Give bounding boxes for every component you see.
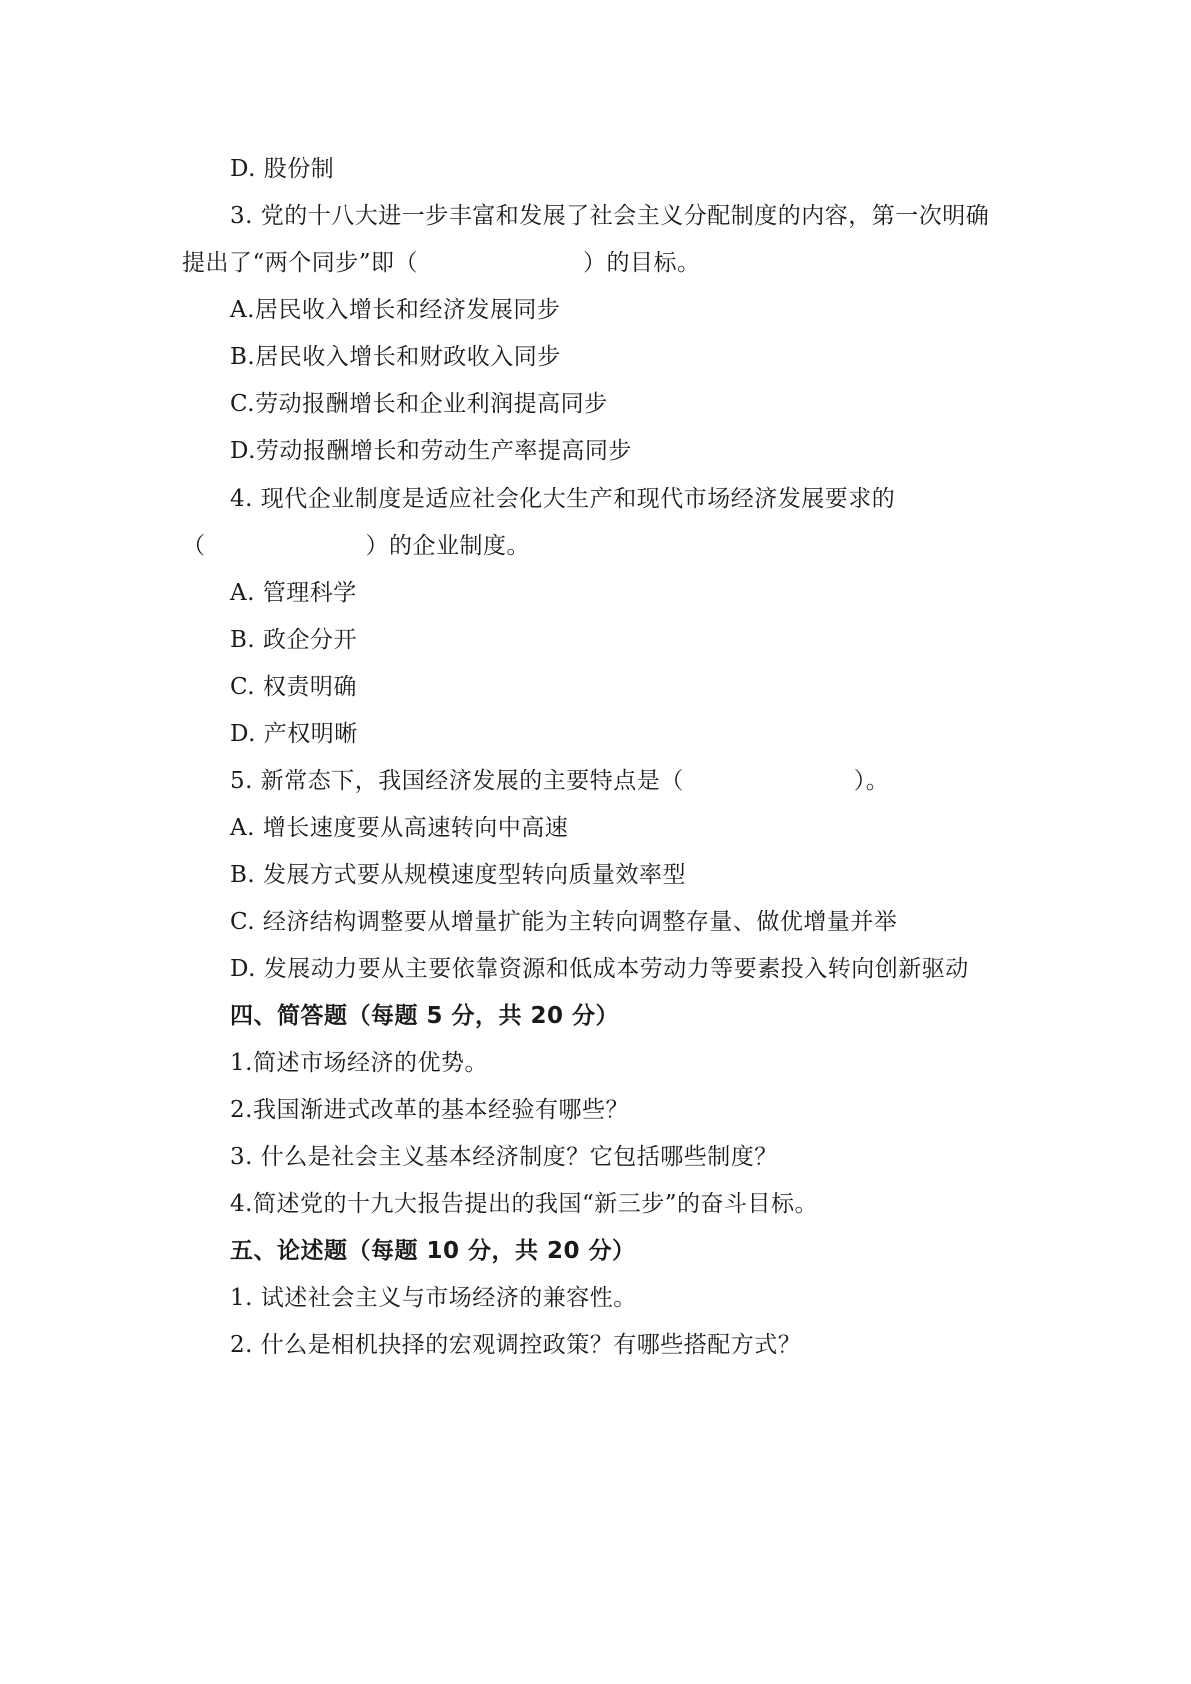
- q4-stem-line2: [182, 531, 530, 561]
- q4-option-b: B. 政企分开: [230, 627, 358, 653]
- section4-question-2: 2.我国渐进式改革的基本经验有哪些？: [230, 1097, 629, 1123]
- section5-question-1: 1. 试述社会主义与市场经济的兼容性。: [230, 1285, 637, 1311]
- q4-stem-after: ）的企业制度。: [365, 533, 530, 559]
- section5-heading: 五、论述题（每题 10 分，共 20 分）: [230, 1238, 636, 1264]
- q3-stem-after: ）的目标。: [583, 250, 701, 276]
- q5-option-c: C. 经济结构调整要从增量扩能为主转向调整存量、做优增量并举: [230, 909, 898, 935]
- q3-option-a: A.居民收入增长和经济发展同步: [230, 297, 561, 323]
- q3-option-c: C.劳动报酬增长和企业利润提高同步: [230, 391, 608, 417]
- q5-option-b: B. 发展方式要从规模速度型转向质量效率型: [230, 862, 687, 888]
- q5-stem-after: ）。: [853, 768, 890, 794]
- q3-option-d: D.劳动报酬增长和劳动生产率提高同步: [230, 438, 632, 464]
- q4-stem-before: （: [182, 533, 206, 559]
- q4-option-d: D. 产权明晰: [230, 721, 358, 747]
- section4-question-4: 4.简述党的十九大报告提出的我国“新三步”的奋斗目标。: [230, 1191, 818, 1217]
- q5-option-d: D. 发展动力要从主要依靠资源和低成本劳动力等要素投入转向创新驱动: [230, 956, 969, 982]
- q5-stem: [230, 766, 889, 796]
- section4-heading: 四、简答题（每题 5 分，共 20 分）: [230, 1003, 620, 1029]
- q3-stem-before: 提出了“两个同步”即（: [182, 250, 419, 276]
- q5-option-a: A. 增长速度要从高速转向中高速: [230, 815, 569, 841]
- q5-stem-before: 5. 新常态下，我国经济发展的主要特点是（: [230, 768, 684, 794]
- section4-question-3: 3. 什么是社会主义基本经济制度？它包括哪些制度？: [230, 1144, 778, 1170]
- q3-stem-line2: [182, 248, 701, 278]
- q4-option-a: A. 管理科学: [230, 580, 357, 606]
- q3-option-b: B.居民收入增长和财政收入同步: [230, 344, 561, 370]
- q2-option-d: D. 股份制: [230, 156, 335, 182]
- section5-question-2: 2. 什么是相机抉择的宏观调控政策？有哪些搭配方式？: [230, 1332, 802, 1358]
- section4-question-1: 1.简述市场经济的优势。: [230, 1050, 488, 1076]
- q4-stem-line1: 4. 现代企业制度是适应社会化大生产和现代市场经济发展要求的: [230, 486, 896, 512]
- q3-stem-line1: 3. 党的十八大进一步丰富和发展了社会主义分配制度的内容，第一次明确: [230, 203, 990, 229]
- q4-option-c: C. 权责明确: [230, 674, 357, 700]
